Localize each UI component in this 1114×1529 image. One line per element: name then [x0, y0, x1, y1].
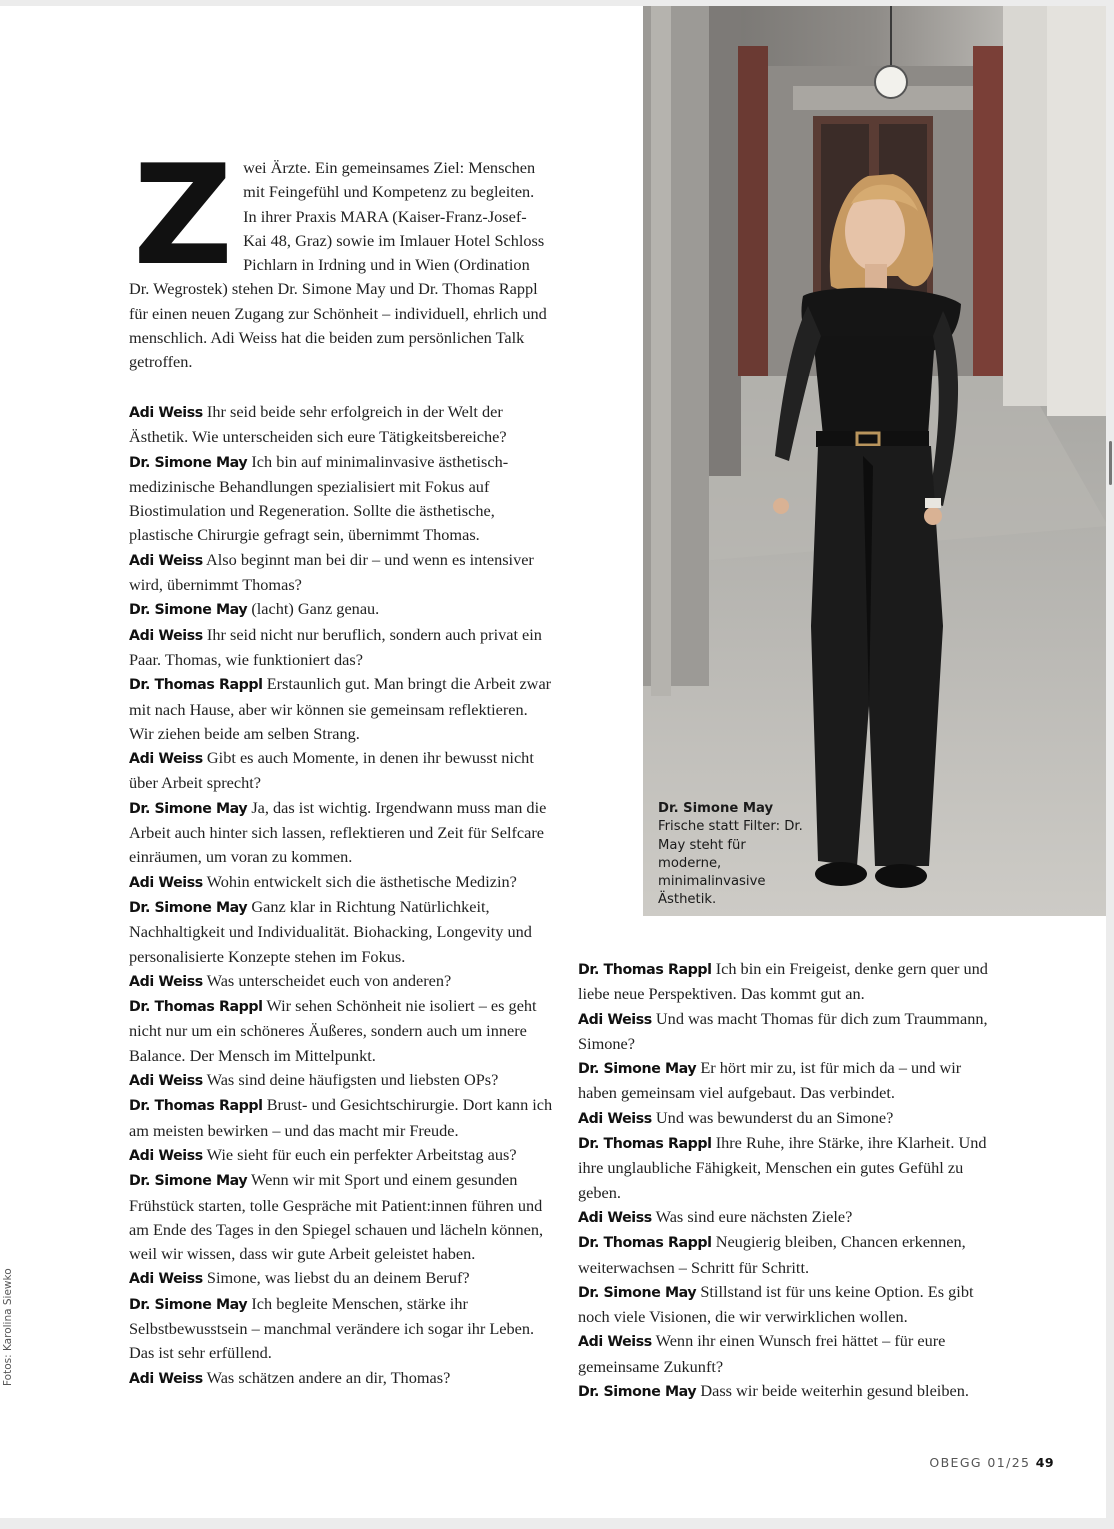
speaker-label: Dr. Simone May: [129, 800, 248, 817]
interview-entry: [129, 969, 553, 994]
scrollbar-handle[interactable]: [1109, 441, 1112, 485]
interview-entry: [129, 746, 553, 796]
photo-credit: Fotos: Karolina Siewko: [2, 1268, 14, 1386]
interview-entry: [129, 1168, 553, 1266]
interview-entry: [578, 1131, 1002, 1205]
interview-entry: [578, 1106, 1002, 1131]
speaker-label: Dr. Thomas Rappl: [578, 1136, 712, 1153]
interview-entry: [129, 796, 553, 870]
speaker-label: Dr. Thomas Rappl: [129, 1098, 263, 1115]
speaker-label: Dr. Simone May: [129, 1296, 248, 1313]
entry-text: Ich bin ein Freigeist, denke gern quer und liebe neue Perspektiven. Das kommt gut an.: [578, 959, 988, 1004]
speaker-label: Dr. Thomas Rappl: [578, 962, 712, 978]
interview-entry: [578, 1205, 1002, 1230]
interview-column-right: [578, 957, 1002, 1404]
interview-entry: [129, 548, 553, 598]
speaker-label: Adi Weiss: [129, 552, 203, 569]
entry-text: Ich bin auf minimalinvasive ästhetisch-medizinische Behandlungen spezialisiert mit Fokus auf Biostimulation und Regeneration. Sollte die ästhetische, plastische Chirurgie gefragt sein, übernimmt Thomas.: [129, 451, 509, 545]
speaker-label: Adi Weiss: [578, 1209, 652, 1226]
drop-cap: Z: [133, 135, 234, 296]
entry-text: Was sind deine häufigsten und liebsten OPs?: [202, 1070, 499, 1090]
entry-text: Erstaunlich gut. Man bringt die Arbeit zwar mit nach Hause, aber wir können sie gemeinsam reflektieren. Wir ziehen beide am selben Strang.: [129, 674, 552, 743]
interview-entry: [578, 957, 1002, 1007]
interview-entry: [129, 1366, 553, 1391]
entry-text: Wie sieht für euch ein perfekter Arbeitstag aus?: [202, 1144, 517, 1164]
interview-entry: [129, 400, 553, 450]
entry-text: Wir sehen Schönheit nie isoliert – es geht nicht nur um ein schöneres Äußeres, sondern auch um innere Balance. Der Mensch im Mittelpunkt.: [129, 996, 537, 1065]
entry-text: Brust- und Gesichtschirurgie. Dort kann ich am meisten bewirken – und das macht mir Freude.: [129, 1095, 553, 1140]
page-number: 49: [1035, 1455, 1054, 1470]
entry-text: Und was bewunderst du an Simone?: [651, 1107, 894, 1127]
interview-entry: [578, 1007, 1002, 1057]
interview-entry: [129, 1143, 553, 1168]
interview-entry: [129, 895, 553, 969]
interview-entry: [129, 672, 553, 746]
entry-text: Und was macht Thomas für dich zum Traummann, Simone?: [578, 1008, 988, 1053]
entry-text: Gibt es auch Momente, in denen ihr bewusst nicht über Arbeit sprecht?: [129, 748, 534, 793]
interview-entry: [129, 1266, 553, 1291]
entry-text: Dass wir beide weiterhin gesund bleiben.: [696, 1381, 969, 1401]
entry-text: Stillstand ist für uns keine Option. Es gibt noch viele Visionen, die wir verwirklichen wollen.: [578, 1281, 974, 1327]
speaker-label: Dr. Simone May: [129, 899, 248, 916]
interview-entry: [129, 623, 553, 673]
speaker-label: Adi Weiss: [129, 874, 203, 891]
portrait-photo: [643, 6, 1106, 916]
entry-text: (lacht) Ganz genau.: [247, 599, 380, 619]
photo-caption: [658, 800, 808, 910]
speaker-label: Adi Weiss: [129, 973, 203, 990]
portrait-illustration: [643, 6, 1106, 916]
entry-text: Was schätzen andere an dir, Thomas?: [202, 1367, 451, 1387]
caption-title: Dr. Simone May: [658, 801, 774, 816]
speaker-label: Adi Weiss: [129, 627, 203, 644]
speaker-label: Adi Weiss: [129, 405, 203, 421]
interview-entry: [129, 1068, 553, 1093]
speaker-label: Adi Weiss: [129, 1271, 203, 1288]
entry-text: Er hört mir zu, ist für mich da – und wir haben gemeinsam viel aufgebaut. Das verbindet.: [578, 1058, 962, 1103]
entry-text: Was sind eure nächsten Ziele?: [651, 1206, 853, 1226]
interview-entry: [129, 994, 553, 1068]
entry-text: Also beginnt man bei dir – und wenn es intensiver wird, übernimmt Thomas?: [129, 549, 534, 595]
entry-text: Wenn ihr einen Wunsch frei hättet – für eure gemeinsame Zukunft?: [578, 1331, 946, 1376]
speaker-label: Dr. Simone May: [129, 454, 248, 471]
speaker-label: Dr. Thomas Rappl: [578, 1235, 712, 1252]
intro-paragraph: [129, 135, 549, 375]
entry-text: Ihr seid beide sehr erfolgreich in der Welt der Ästhetik. Wie unterscheiden sich eure Tätigkeitsbereiche?: [129, 402, 507, 447]
speaker-label: Adi Weiss: [578, 1334, 652, 1351]
speaker-label: Dr. Simone May: [129, 1173, 248, 1190]
entry-text: Ihre Ruhe, ihre Stärke, ihre Klarheit. Und ihre unglaubliche Fähigkeit, Menschen ein gutes Gefühl zu geben.: [578, 1133, 987, 1202]
speaker-label: Dr. Simone May: [578, 1061, 697, 1078]
speaker-label: Dr. Thomas Rappl: [129, 677, 263, 694]
speaker-label: Adi Weiss: [129, 1147, 203, 1164]
speaker-label: Adi Weiss: [129, 751, 203, 768]
speaker-label: Dr. Simone May: [129, 602, 248, 619]
entry-text: Ihr seid nicht nur beruflich, sondern auch privat ein Paar. Thomas, wie funktioniert das?: [129, 624, 542, 669]
interview-entry: [129, 870, 553, 895]
entry-text: Wenn wir mit Sport und einem gesunden Frühstück starten, tolle Gespräche mit Patient:innen führen und am Ende des Tages in den Spiegel schauen und lächeln können, weil wir wissen, dass wir gute Arbeit geleistet haben.: [129, 1170, 544, 1264]
page-footer: [929, 1455, 1054, 1470]
entry-text: Was unterscheidet euch von anderen?: [202, 970, 452, 990]
interview-column-left: [129, 400, 553, 1391]
entry-text: Ja, das ist wichtig. Irgendwann muss man die Arbeit auch hinter sich lassen, reflektieren und Zeit für Selfcare einräumen, um voran zu kommen.: [129, 797, 547, 867]
entry-text: Simone, was liebst du an deinem Beruf?: [202, 1268, 470, 1288]
entry-text: Neugierig bleiben, Chancen erkennen, weiterwachsen – Schritt für Schritt.: [578, 1232, 966, 1277]
magazine-page: [0, 6, 1106, 1518]
caption-text: Frische statt Filter: Dr. May steht für moderne, minimalinvasive Ästhetik.: [658, 819, 803, 908]
intro-text: wei Ärzte. Ein gemeinsames Ziel: Menschen mit Feingefühl und Kompetenz zu begleiten. In ihrer Praxis MARA (Kaiser-Franz-Josef-Kai 48, Graz) sowie im Imlauer Hotel Schloss Pichlarn in Irdning und in Wien (Ordination Dr. Wegrostek) stehen Dr. Simone May und Dr. Thomas Rappl für einen neuen Zugang zur Schönheit – individuell, ehrlich und menschlich. Adi Weiss hat die beiden zum persönlichen Talk getroffen.: [129, 158, 547, 372]
interview-entry: [578, 1056, 1002, 1106]
entry-text: Ich begleite Menschen, stärke ihr Selbstbewusstsein – manchmal verändere ich sogar ihr Leben. Das ist sehr erfüllend.: [129, 1293, 535, 1363]
issue-label: OBEGG 01/25: [929, 1455, 1031, 1470]
speaker-label: Adi Weiss: [578, 1011, 652, 1028]
interview-entry: [578, 1379, 1002, 1404]
speaker-label: Adi Weiss: [129, 1073, 203, 1090]
entry-text: Wohin entwickelt sich die ästhetische Medizin?: [202, 871, 517, 891]
interview-entry: [129, 1292, 553, 1366]
interview-entry: [578, 1329, 1002, 1379]
speaker-label: Dr. Thomas Rappl: [129, 999, 263, 1016]
interview-entry: [578, 1230, 1002, 1280]
speaker-label: Adi Weiss: [578, 1110, 652, 1127]
speaker-label: Adi Weiss: [129, 1370, 203, 1387]
interview-entry: [129, 597, 553, 622]
interview-entry: [578, 1280, 1002, 1330]
interview-entry: [129, 450, 553, 548]
interview-entry: [129, 1093, 553, 1143]
speaker-label: Dr. Simone May: [578, 1284, 697, 1301]
entry-text: Ganz klar in Richtung Natürlichkeit, Nachhaltigkeit und Individualität. Biohacking, Longevity und personalisierte Konzepte stehen im Fokus.: [129, 896, 532, 966]
speaker-label: Dr. Simone May: [578, 1384, 697, 1401]
